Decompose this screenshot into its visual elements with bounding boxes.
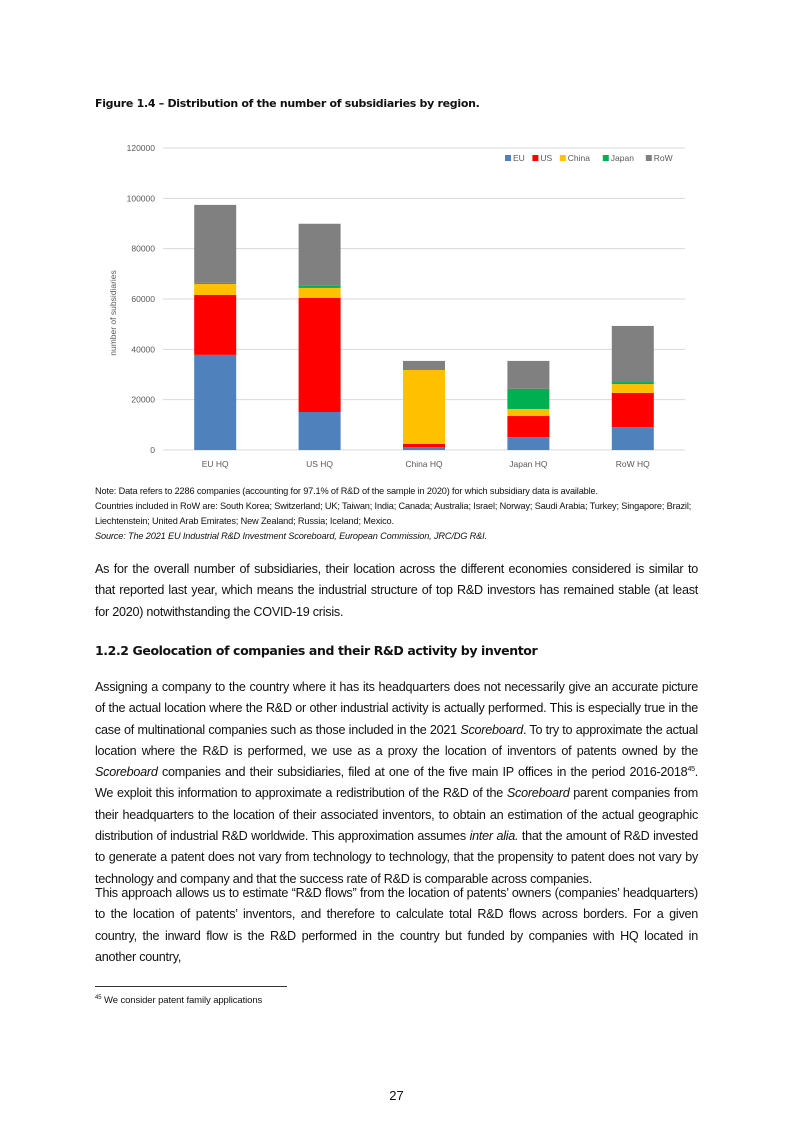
text: companies and their subsidiaries, filed at one of the five main IP offices in the period 2016-2018 [157, 765, 688, 780]
y-tick-label: 0 [150, 445, 155, 455]
bar-segment-us [507, 416, 549, 437]
bar-segment-china [612, 384, 654, 393]
legend-swatch-japan [603, 155, 609, 161]
x-tick-label: RoW HQ [615, 459, 650, 469]
section-heading: 1.2.2 Geolocation of companies and their R&D activity by inventor [95, 643, 538, 658]
figure-title: Figure 1.4 – Distribution of the number of subsidiaries by region. [95, 97, 480, 110]
text-italic: Scoreboard [95, 765, 158, 780]
bar-segment-eu [194, 355, 236, 450]
legend-swatch-eu [505, 155, 511, 161]
bar-segment-eu [612, 427, 654, 450]
bar-segment-us [612, 393, 654, 427]
bar-segment-japan [299, 286, 341, 288]
text: Assigning a company to the country where it has its headquarters does not necessarily give an accurate picture of the actual location where the R&D or other industrial activity is actually performed. This is especially true in the case of multinational companies such as those included in the 2021 [95, 680, 698, 737]
paragraph-2 [95, 677, 698, 890]
bar-segment-china [299, 288, 341, 298]
bar-segment-eu [299, 412, 341, 450]
note-line-1: Note: Data refers to 2286 companies (accounting for 97.1% of R&D of the sample in 2020) for which subsidiary data is available. [95, 486, 598, 496]
footnote-reference[interactable]: 45 [687, 766, 695, 773]
bar-segment-us [194, 295, 236, 355]
text-italic: Scoreboard [506, 786, 570, 801]
legend-label-japan: Japan [610, 153, 634, 163]
bar-segment-row [507, 361, 549, 389]
legend-label-china: China [567, 153, 591, 163]
y-axis-label: number of subsidiaries [108, 270, 118, 356]
text: . We exploit this information to approximate a redistribution of the R&D of the [95, 765, 698, 801]
legend-swatch-row [646, 155, 652, 161]
footnote-number: 45 [95, 994, 102, 1001]
bar-segment-eu [403, 447, 445, 450]
bar-segment-japan [612, 382, 654, 384]
y-tick-label: 60000 [131, 294, 155, 304]
bar-segment-row [194, 205, 236, 283]
page-number: 27 [389, 1088, 404, 1103]
bar-segment-us [403, 444, 445, 447]
y-tick-label: 40000 [131, 344, 155, 355]
footnote-divider [95, 986, 287, 987]
paragraph-1: As for the overall number of subsidiaries, their location across the different economies considered is similar to that reported last year, which means the industrial structure of top R&D investors has remained stable (at least for 2020) notwithstanding the COVID-19 crisis. [95, 562, 698, 619]
bar-segment-japan [194, 283, 236, 284]
x-tick-labels [202, 459, 650, 469]
bar-segment-china [507, 409, 549, 416]
legend-label-us: US [540, 153, 553, 163]
bar-segment-row [299, 224, 341, 286]
bar-segment-row [612, 326, 654, 382]
footnote [95, 995, 262, 1006]
bar-segment-row [403, 361, 445, 370]
bar-segment-us [299, 298, 341, 412]
footnote-text: We consider patent family applications [101, 995, 263, 1006]
y-tick-labels [127, 143, 156, 455]
legend-label-row: RoW [653, 153, 673, 163]
x-tick-label: EU HQ [201, 459, 229, 469]
text-italic: inter alia. [469, 829, 519, 844]
text: . To try to approximate the actual location where the R&D is performed, we use as a proxy the location of inventors of patents owned by the [95, 722, 698, 758]
text: parent companies from their headquarters to the location of their associated inventors, to obtain an estimation of the actual geographic distribution of industrial R&D worldwide. This approximation assumes [95, 786, 698, 844]
figure-note [95, 484, 695, 544]
legend [505, 153, 673, 163]
legend-label-eu: EU [513, 153, 525, 163]
text-italic: Scoreboard [460, 722, 523, 737]
x-tick-label: US HQ [306, 459, 334, 469]
bar-segment-china [194, 284, 236, 295]
x-tick-label: Japan HQ [509, 459, 548, 469]
legend-swatch-china [560, 155, 566, 161]
stacked-bar-chart [95, 135, 695, 475]
text: that the amount of R&D invested to generate a patent does not vary from technology to technology, that the propensity to patent does not vary by technology and company and that the success rate of R&D is comparable across companies. [95, 829, 698, 886]
bar-segment-eu [507, 437, 549, 450]
legend-swatch-us [532, 155, 538, 161]
note-source: Source: The 2021 EU Industrial R&D Investment Scoreboard, European Commission, JRC/DG R&I. [95, 531, 487, 541]
bars [194, 205, 654, 450]
y-tick-label: 120000 [126, 143, 155, 153]
bar-segment-japan [507, 389, 549, 409]
y-tick-label: 80000 [131, 243, 155, 254]
x-tick-label: China HQ [405, 459, 443, 469]
paragraph-3: This approach allows us to estimate “R&D flows” from the location of patents’ owners (companies’ headquarters) to the location of patents’ inventors, and therefore to calculate total R&D flows across borders. For a given country, the inward flow is the R&D performed in the country but funded by companies with HQ located in another country, [95, 886, 698, 964]
bar-segment-china [403, 370, 445, 444]
note-line-2: Countries included in RoW are: South Korea; Switzerland; UK; Taiwan; India; Canada; Australia; Israel; Norway; Saudi Arabia; Turkey; Singapore; Brazil; Liechtenstein; United Arab Emirates; New Zealand; Russia; Iceland; Mexico. [95, 501, 692, 526]
y-tick-label: 20000 [131, 394, 155, 405]
y-tick-label: 100000 [126, 193, 155, 204]
